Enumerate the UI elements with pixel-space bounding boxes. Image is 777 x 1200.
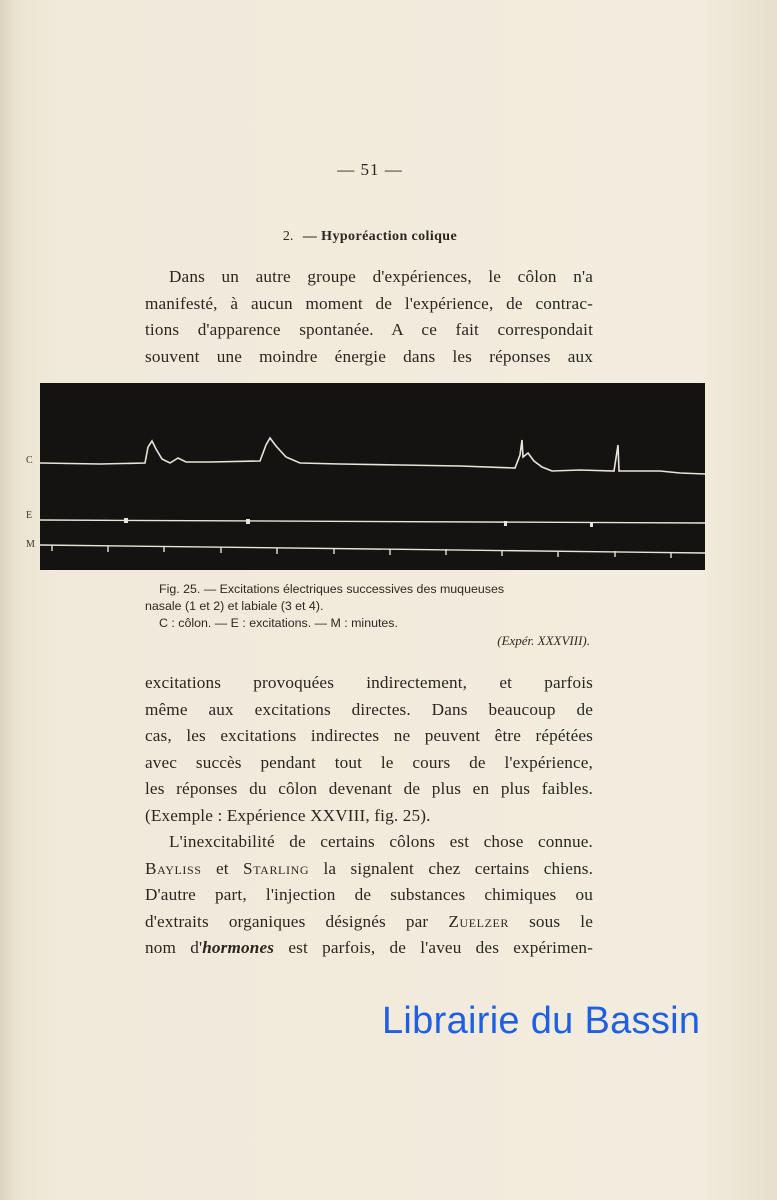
text-line [145,909,593,936]
trace-label-colon: C [26,455,33,466]
excitation-mark [590,522,593,527]
section-heading [145,229,595,245]
text-line: tions d'apparence spontanée. A ce fait correspondait [145,320,593,339]
text-fragment: d'extraits organiques désignés par [145,911,429,931]
author-name: Starling [243,858,310,878]
text-fragment: la signalent chez certains chiens. [323,858,594,878]
excitation-mark [504,521,507,526]
author-name: Bayliss [145,858,202,878]
text-line: manifesté, à aucun moment de l'expérience, de contrac- [145,293,593,313]
paragraph-body [145,670,593,962]
text-line: cas, les excitations indirectes ne peuvent être répétées [145,726,593,745]
trace-label-minutes: M [26,539,35,550]
kymograph-traces [40,383,705,570]
text-line: Dans un autre groupe d'expériences, le côlon n'a [169,267,593,286]
excitation-mark [124,518,128,523]
text-line: D'autre part, l'injection de substances chimiques ou [145,885,593,904]
section-number: 2. [282,229,294,244]
caption-reference: (Expér. XXXVIII). [497,633,590,648]
text-line: avec succès pendant tout le cours de l'expérience, [145,752,593,772]
text-line [145,856,593,883]
paragraph-intro [145,264,593,370]
italic-term: hormones [202,938,275,957]
text-fragment: et [215,858,229,878]
kymograph-figure [40,383,705,570]
caption-line: C : côlon. — E : excitations. — M : minutes. [159,616,398,630]
trace-label-excitations: E [26,510,33,521]
page-number: — 51 — [337,160,403,179]
watermark-text: Librairie du Bassin [382,1000,701,1042]
text-line [145,935,593,962]
text-line: souvent une moindre énergie dans les réponses aux [145,346,593,366]
excitation-mark [246,519,250,524]
section-title: — Hyporéaction colique [302,229,458,244]
figure-caption [145,581,590,649]
text-fragment: nom d' [145,938,203,957]
text-line: excitations provoquées indirectement, et parfois [145,673,593,692]
text-line: L'inexcitabilité de certains côlons est chose connue. [169,832,593,851]
text-line: les réponses du côlon devenant de plus en plus faibles. [145,779,593,798]
caption-line: nasale (1 et 2) et labiale (3 et 4). [145,599,324,613]
figure-background [40,383,705,570]
text-fragment: est parfois, de l'aveu des expérimen- [288,938,593,957]
text-line: même aux excitations directes. Dans beaucoup de [145,699,593,719]
author-name: Zuelzer [448,911,510,931]
text-fragment: sous le [529,911,594,931]
caption-line: Fig. 25. — Excitations électriques successives des muqueuses [159,582,505,596]
text-line: (Exemple : Expérience XXVIII, fig. 25). [145,805,431,825]
